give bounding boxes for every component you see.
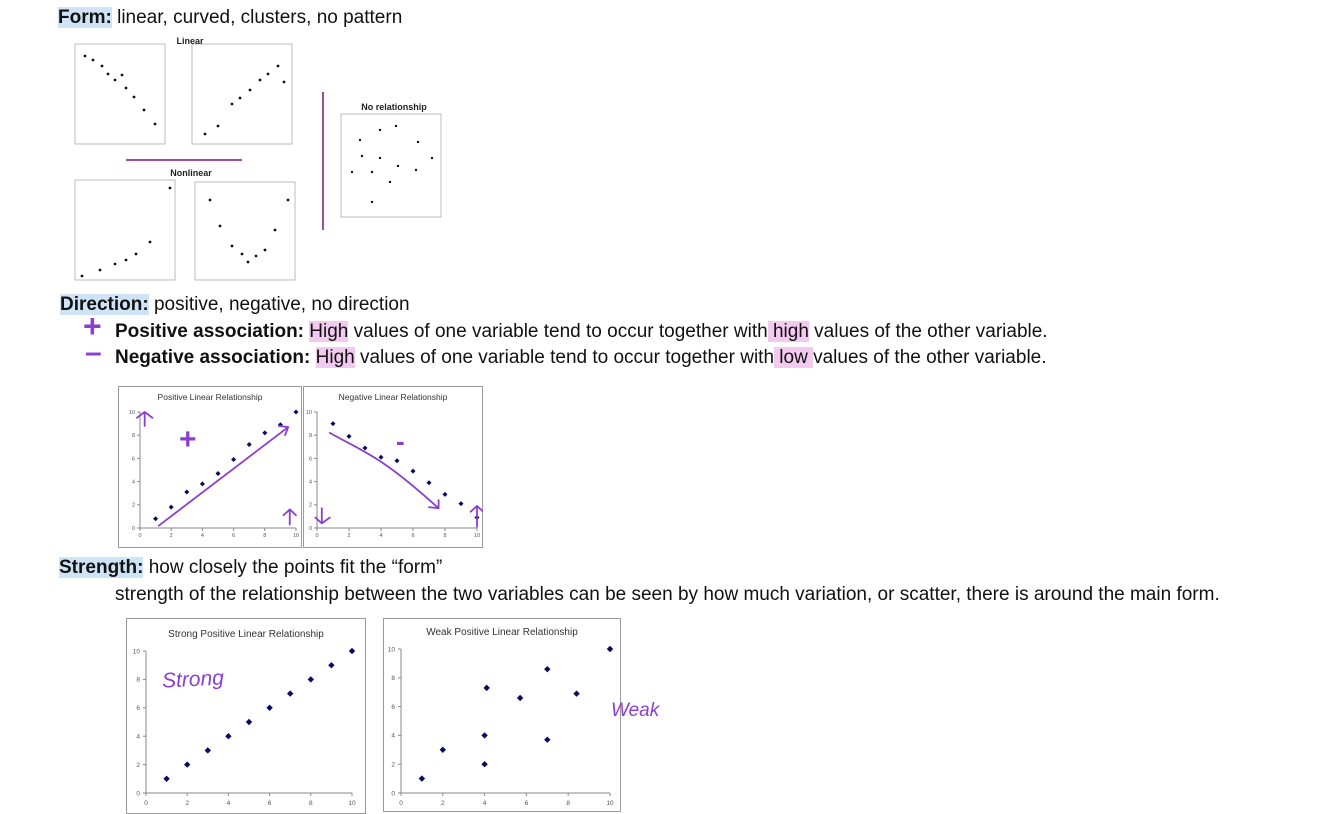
form-text: linear, curved, clusters, no pattern — [111, 7, 403, 28]
positive-arrow-head-start — [201, 126, 213, 137]
y-tick-label: 6 — [391, 703, 395, 711]
positive-association-label: Positive association: — [115, 321, 305, 342]
y-tick-label: 10 — [132, 648, 140, 656]
linear-pos-panel — [192, 44, 292, 144]
strong-positive-chart — [126, 618, 366, 814]
nonlinear-up-panel — [75, 180, 175, 280]
form-ink-arrows — [80, 57, 455, 280]
positive-arrow-head-end — [284, 69, 296, 81]
x-tick-label: 0 — [399, 800, 403, 807]
y-tick-label: 8 — [136, 676, 140, 684]
direction-label: Direction: — [60, 294, 149, 315]
weak-positive-chart — [383, 618, 621, 812]
chart-title: Negative Linear Relationship — [338, 392, 448, 402]
negative-arrow-head-start — [84, 57, 98, 68]
x-tick-label: 4 — [482, 800, 487, 807]
x-tick-label: 8 — [263, 533, 267, 539]
strength-description: strength of the relationship between the two variables can be seen by how much variation, or scatter, there is around the main form. — [115, 584, 1220, 605]
y-tick-label: 0 — [131, 525, 135, 532]
y-tick-label: 2 — [136, 761, 140, 769]
linear-title: Linear — [176, 36, 204, 46]
x-tick-label: 8 — [308, 800, 313, 807]
x-tick-label: 4 — [379, 533, 383, 539]
x-tick-label: 8 — [443, 533, 447, 539]
form-heading — [58, 6, 402, 30]
x-tick-label: 10 — [292, 533, 300, 539]
strength-heading — [59, 556, 442, 580]
y-tick-label: 0 — [308, 525, 312, 532]
u-curve-arrow — [200, 194, 290, 262]
x-tick-label: 6 — [267, 800, 272, 807]
x-tick-label: 2 — [440, 800, 445, 807]
y-tick-label: 6 — [308, 456, 312, 463]
strength-text: how closely the points fit the “form” — [143, 557, 443, 578]
y-tick-label: 10 — [128, 409, 135, 416]
x-tick-label: 10 — [473, 533, 481, 539]
negative-symbol: – — [85, 336, 102, 369]
y-tick-label: 2 — [308, 502, 312, 509]
direction-text: positive, negative, no direction — [148, 294, 410, 315]
curve-up-arrow-head — [154, 195, 165, 205]
positive-linear-chart — [118, 386, 302, 548]
x-tick-label: 6 — [524, 800, 529, 807]
chart-border — [304, 387, 483, 548]
x-tick-label: 10 — [348, 800, 356, 807]
zero-mark-label: 0 — [60, 30, 61, 31]
chart-border — [384, 619, 621, 812]
y-tick-label: 4 — [391, 732, 395, 740]
positive-association-line: Positive association: High values of one variable tend to occur together with high values of the other variable. — [115, 321, 1048, 342]
x-tick-label: 2 — [185, 800, 190, 807]
zero-mark-icon — [446, 129, 455, 145]
y-tick-label: 4 — [136, 733, 140, 741]
positive-high-1: High — [309, 321, 349, 342]
x-tick-label: 4 — [200, 533, 204, 539]
x-tick-label: 2 — [169, 533, 173, 539]
y-tick-label: 6 — [131, 456, 135, 463]
zero-mark-slash — [446, 136, 454, 138]
negative-low: low — [774, 347, 814, 368]
y-tick-label: 2 — [391, 761, 395, 769]
form-label: Form: — [58, 7, 112, 28]
y-tick-label: 10 — [387, 646, 395, 654]
x-tick-label: 4 — [226, 800, 231, 807]
no-relationship-title: No relationship — [361, 102, 427, 112]
y-tick-label: 6 — [136, 705, 140, 713]
chart-border — [127, 619, 366, 814]
form-figure — [60, 30, 540, 320]
negative-association-label: Negative association: — [115, 347, 311, 368]
x-tick-label: 6 — [232, 533, 236, 539]
positive-high-2: high — [767, 321, 809, 342]
x-tick-label: 10 — [606, 800, 614, 807]
u-curve-arrow-head-left — [198, 198, 209, 208]
y-tick-label: 10 — [305, 409, 312, 416]
negative-high: High — [315, 347, 355, 368]
y-tick-label: 8 — [131, 433, 135, 440]
y-tick-label: 8 — [391, 675, 395, 683]
no-relationship-panel — [341, 114, 441, 217]
chart-border — [119, 387, 302, 548]
strong-annotation: Strong — [161, 666, 225, 693]
y-tick-label: 2 — [131, 502, 135, 509]
negative-association-line: Negative association: High values of one variable tend to occur together with low values of the other variable. — [115, 347, 1047, 368]
linear-neg-panel — [75, 44, 165, 144]
x-tick-label: 0 — [138, 533, 142, 539]
direction-heading — [60, 293, 410, 317]
nonlinear-u-panel — [195, 182, 295, 280]
x-tick-label: 2 — [347, 533, 351, 539]
x-tick-label: 0 — [144, 800, 148, 807]
chart-title: Positive Linear Relationship — [157, 392, 263, 402]
chart-title: Weak Positive Linear Relationship — [426, 627, 578, 638]
chart-title: Strong Positive Linear Relationship — [168, 629, 324, 640]
y-tick-label: 0 — [391, 790, 395, 798]
u-curve-arrow-head-right — [282, 194, 291, 204]
x-tick-label: 0 — [315, 533, 319, 539]
y-tick-label: 4 — [308, 479, 312, 486]
positive-symbol: + — [83, 308, 102, 344]
negative-linear-chart — [303, 386, 483, 548]
plus-annotation: + — [179, 423, 197, 456]
weak-annotation: Weak — [611, 700, 660, 721]
curve-up-arrow — [80, 195, 161, 276]
negative-arrow-head-end — [155, 126, 166, 137]
strength-label: Strength: — [59, 557, 144, 578]
x-tick-label: 6 — [411, 533, 415, 539]
nonlinear-title: Nonlinear — [170, 168, 212, 178]
y-tick-label: 4 — [131, 479, 135, 486]
y-tick-label: 0 — [136, 790, 140, 798]
x-tick-label: 8 — [566, 800, 571, 807]
minus-annotation: - — [396, 426, 405, 456]
positive-arrow-stroke — [202, 70, 296, 137]
y-tick-label: 8 — [308, 433, 312, 440]
